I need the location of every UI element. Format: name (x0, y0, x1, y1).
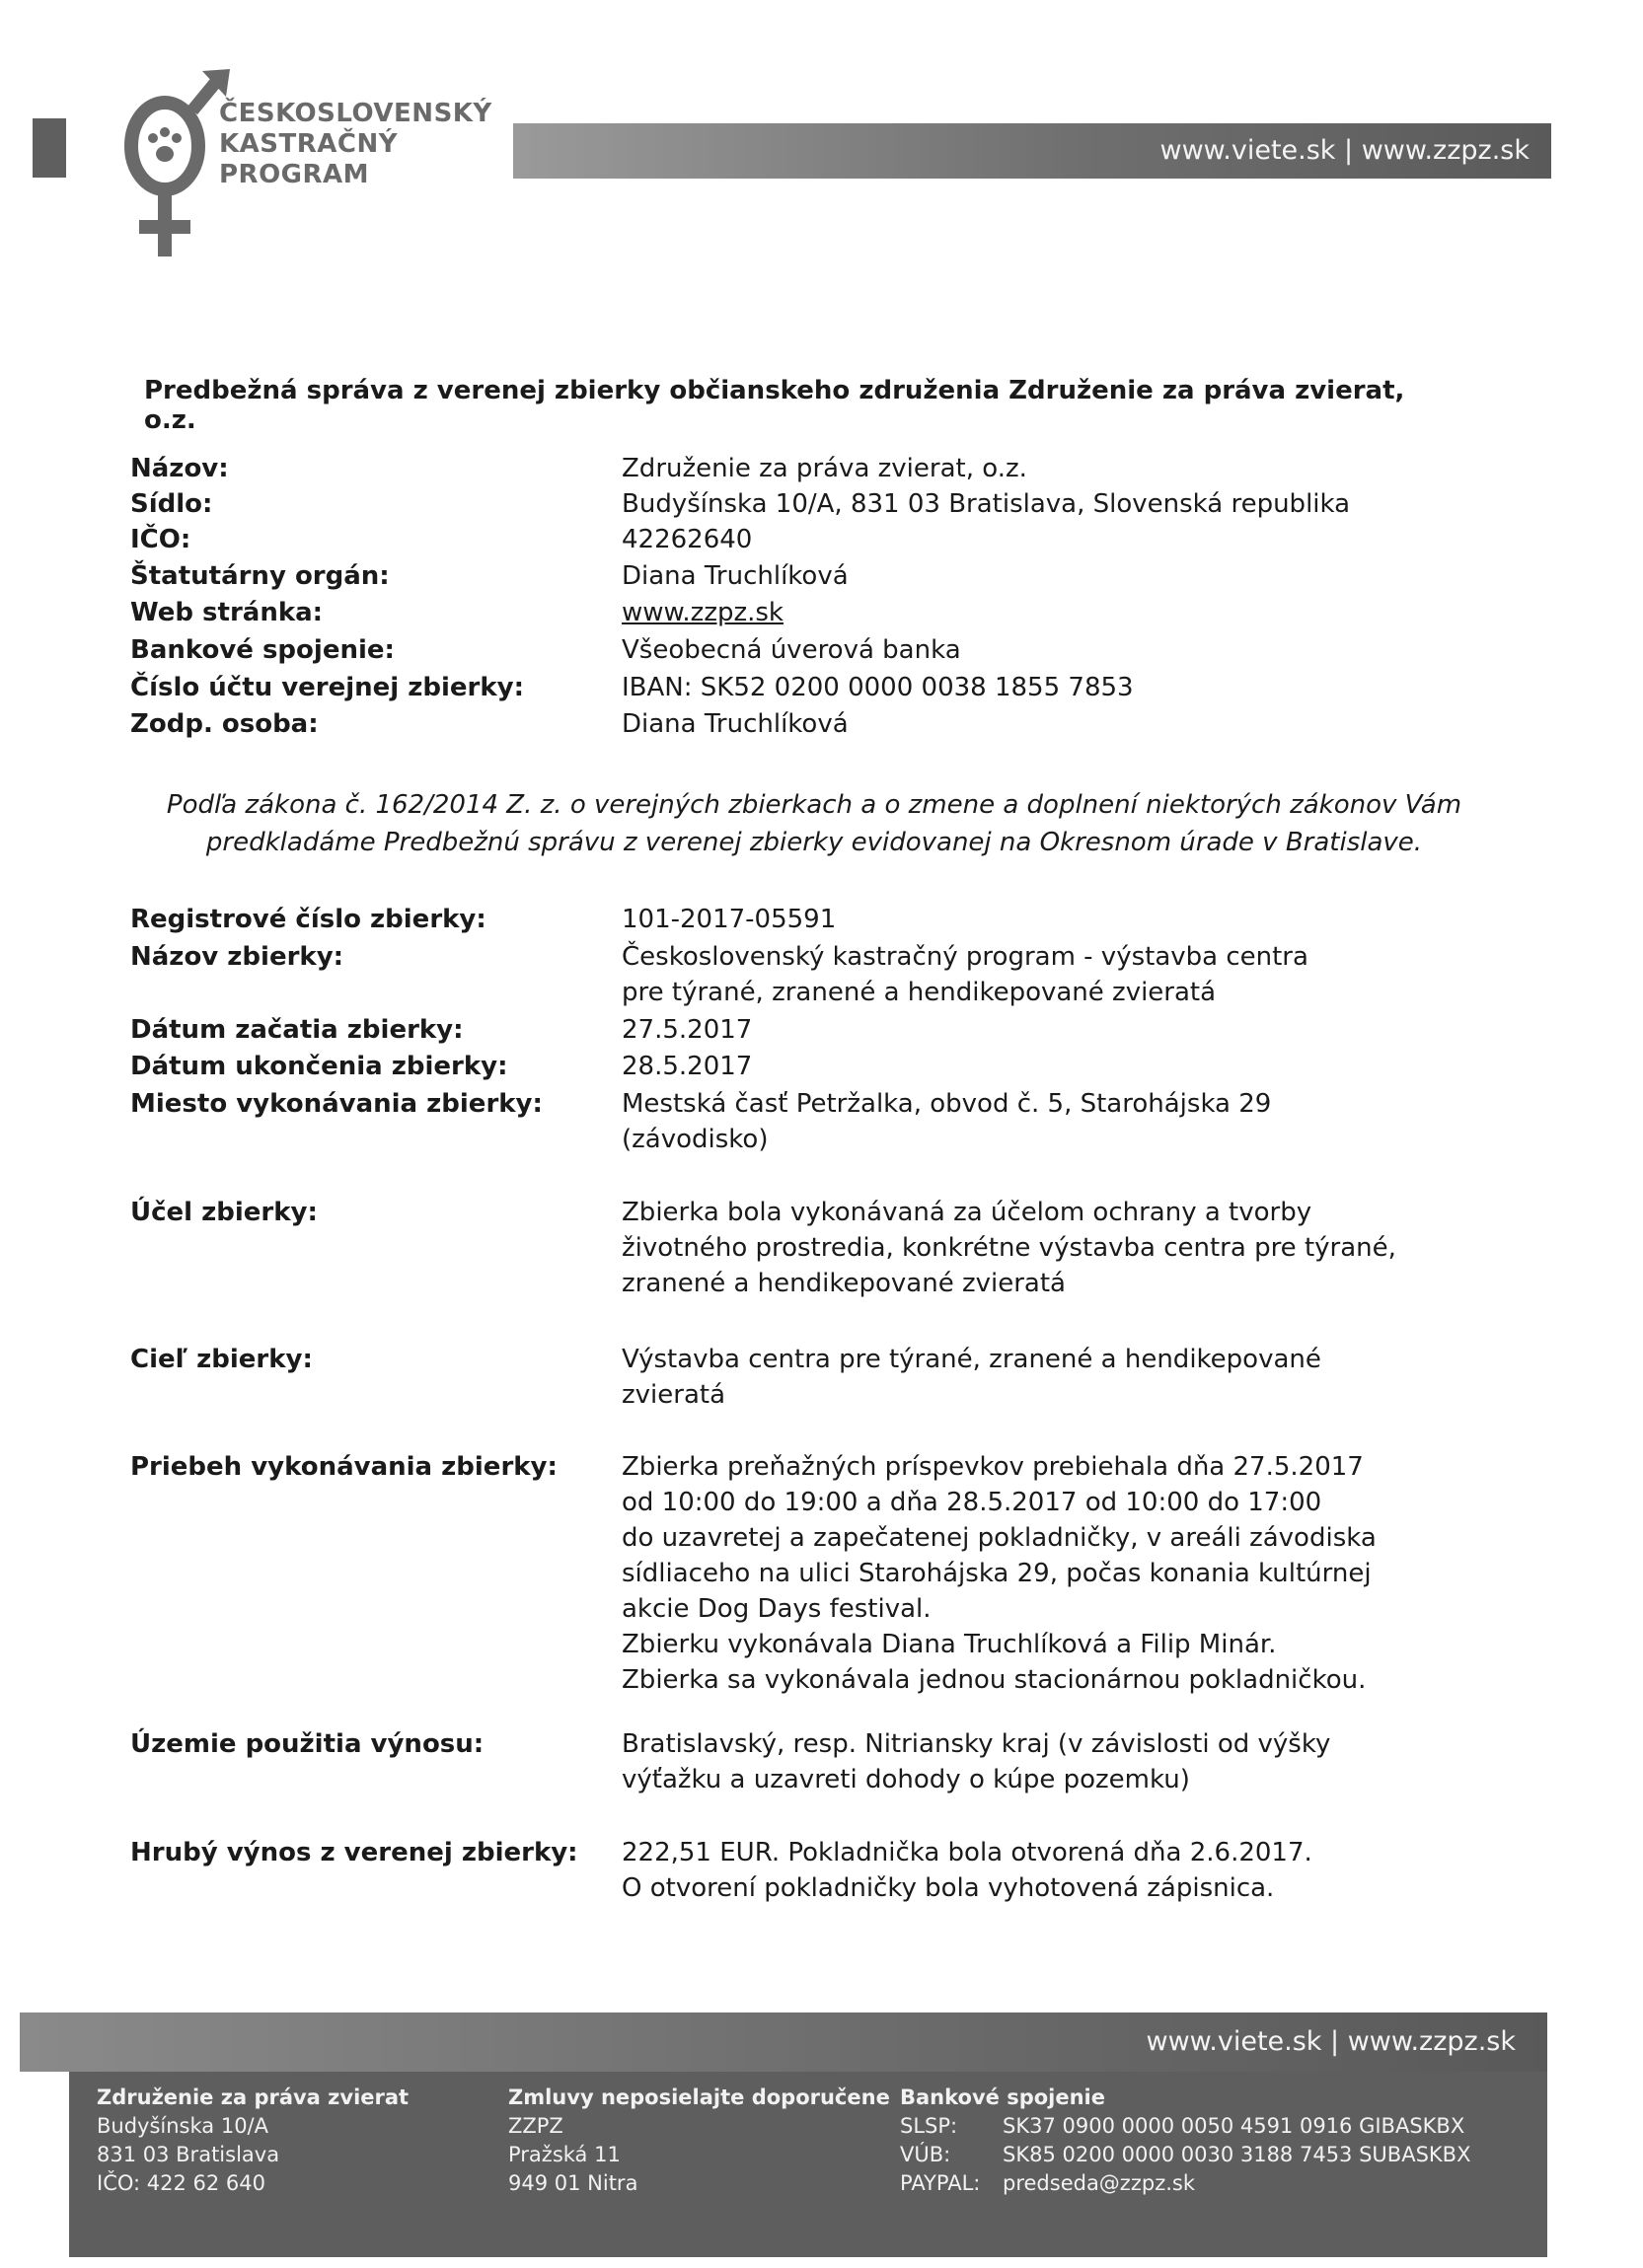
law-line: Podľa zákona č. 162/2014 Z. z. o verejných zbierkach a o zmene a doplnení niektorých zákonov Vám (166, 790, 1462, 820)
collection-label: Miesto vykonávania zbierky: (130, 1089, 543, 1119)
info-label: Štatutárny orgán: (130, 561, 390, 591)
collection-label: Dátum ukončenia zbierky: (130, 1052, 508, 1081)
footer-contact-box (69, 2072, 1547, 2257)
info-value: 42262640 (622, 525, 753, 554)
info-value: Budyšínska 10/A, 831 03 Bratislava, Slovenská republika (622, 489, 1351, 519)
collection-value: 27.5.2017 (622, 1015, 753, 1045)
page-title: Predbežná správa z verenej zbierky občianskeho združenia Združenie za práva zvierat, o.z. (144, 376, 1405, 435)
collection-value: Československý kastračný program - výstavba centra pre týrané, zranené a hendikepované zvieratá (622, 942, 1308, 1007)
collection-label: Cieľ zbierky: (130, 1345, 313, 1374)
header-bar (513, 123, 1551, 179)
collection-label: Priebeh vykonávania zbierky: (130, 1452, 558, 1482)
info-value: Všeobecná úverová banka (622, 635, 961, 665)
footer-col-mail: Zmluvy neposielajte doporučene ZZPZ Pražská 11 949 01 Nitra (508, 2085, 890, 2195)
info-label: Číslo účtu verejnej zbierky: (130, 673, 525, 702)
header-square-decor (33, 118, 66, 178)
collection-value: 28.5.2017 (622, 1052, 753, 1081)
collection-value: 101-2017-05591 (622, 905, 837, 934)
brand-name: ČESKOSLOVENSKÝ KASTRAČNÝ PROGRAM (219, 99, 492, 189)
info-value: Diana Truchlíková (622, 561, 849, 591)
collection-value: Výstavba centra pre týrané, zranené a hendikepované zvieratá (622, 1345, 1321, 1410)
law-line: predkladáme Predbežnú správu z verenej zbierky evidovanej na Okresnom úrade v Bratislave. (205, 828, 1423, 857)
footer-col-bank: Bankové spojenie SLSP: SK37 0900 0000 0050 4591 0916 GIBASKBX VÚB: SK85 0200 0000 0030 3188 7453 SUBASKBX PAYPAL: predseda@zzpz.sk (900, 2084, 1470, 2198)
collection-value: Zbierka preňažných príspevkov prebiehala dňa 27.5.2017 od 10:00 do 19:00 a dňa 28.5.2017 od 10:00 do 17:00 do uzavretej a zapečatenej pokladničky, v areáli závodiska sídliaceho na ulici Starohájska 29, počas konania kultúrnej akcie Dog Days festival. Zbierku vykonávala Diana Truchlíková a Filip Minár. Zbierka sa vykonávala jednou stacionárnou pokladničkou. (622, 1452, 1377, 1695)
law-statement (128, 786, 1500, 861)
paypal-email[interactable]: predseda@zzpz.sk (1003, 2171, 1195, 2195)
bank-row: SLSP: SK37 0900 0000 0050 4591 0916 GIBASKBX (900, 2114, 1465, 2138)
info-label: Zodp. osoba: (130, 709, 319, 739)
footer-col-organization: Združenie za práva zvierat Budyšínska 10/A 831 03 Bratislava IČO: 422 62 640 (97, 2085, 410, 2195)
collection-label: Názov zbierky: (130, 942, 344, 972)
bank-row: VÚB: SK85 0200 0000 0030 3188 7453 SUBASKBX (900, 2143, 1471, 2166)
info-value: Združenie za práva zvierat, o.z. (622, 454, 1027, 483)
footer-urls[interactable]: www.viete.sk | www.zzpz.sk (1146, 2026, 1516, 2057)
info-label: Sídlo: (130, 489, 213, 519)
collection-value: Zbierka bola vykonávaná za účelom ochrany a tvorby životného prostredia, konkrétne výstavba centra pre týrané, zranené a hendikepované zvieratá (622, 1198, 1396, 1298)
footer-bar (20, 2012, 1547, 2072)
website-link[interactable]: www.zzpz.sk (622, 598, 784, 627)
collection-label: Dátum začatia zbierky: (130, 1015, 464, 1045)
info-label: IČO: (130, 525, 191, 554)
info-value: IBAN: SK52 0200 0000 0038 1855 7853 (622, 673, 1134, 702)
bank-row: PAYPAL: predseda@zzpz.sk (900, 2169, 1470, 2198)
info-label: Názov: (130, 454, 229, 483)
info-label: Web stránka: (130, 598, 324, 627)
collection-label: Účel zbierky: (130, 1198, 318, 1227)
collection-label: Hrubý výnos z verenej zbierky: (130, 1838, 578, 1867)
collection-label: Územie použitia výnosu: (130, 1729, 485, 1759)
collection-label: Registrové číslo zbierky: (130, 905, 486, 934)
info-value: Diana Truchlíková (622, 709, 849, 739)
collection-value: Mestská časť Petržalka, obvod č. 5, Starohájska 29 (závodisko) (622, 1089, 1272, 1154)
info-label: Bankové spojenie: (130, 635, 395, 665)
gender-paw-logo-icon (113, 69, 232, 266)
header-urls[interactable]: www.viete.sk | www.zzpz.sk (1159, 135, 1530, 166)
collection-value: Bratislavský, resp. Nitriansky kraj (v závislosti od výšky výťažku a uzavreti dohody o kúpe pozemku) (622, 1729, 1331, 1794)
collection-value: 222,51 EUR. Pokladnička bola otvorená dňa 2.6.2017. O otvorení pokladničky bola vyhotovená zápisnica. (622, 1838, 1312, 1903)
